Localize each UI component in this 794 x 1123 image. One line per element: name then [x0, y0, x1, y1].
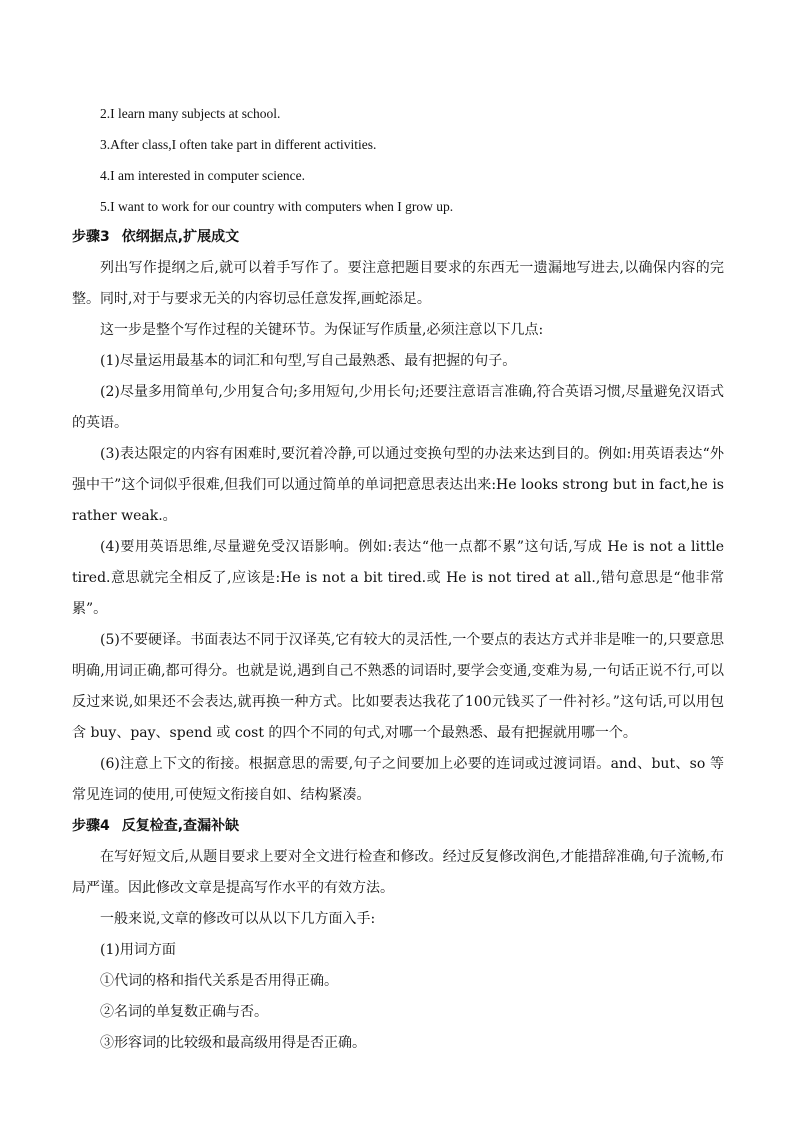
- sentence-4: 4.I am interested in computer science.: [100, 168, 306, 183]
- sentence-2: 2.I learn many subjects at school.: [100, 106, 281, 121]
- step3-paragraph-2: 这一步是整个写作过程的关键环节。为保证写作质量,必须注意以下几点:: [100, 322, 544, 338]
- step3-label: 步骤3: [72, 229, 110, 245]
- step4-heading: [72, 811, 724, 842]
- sentence-3: 3.After class,I often take part in different activities.: [100, 137, 377, 152]
- step3-heading: [72, 222, 724, 253]
- step3-point-5: (5)不要硬译。书面表达不同于汉译英,它有较大的灵活性,一个要点的表达方式并非是唯一的,只要意思明确,用词正确,都可得分。也就是说,遇到自己不熟悉的词语时,要学会变通,变难为易,一句话正说不行,可以反过来说,如果还不会表达,就再换一种方式。比如要表达我花了100元钱买了一件衬衫。”这句话,可以用包含 buy、pay、spend 或 cost 的四个不同的句式,对哪一个最熟悉、最有把握就用哪一个。: [72, 632, 724, 741]
- step4-item-3: ③形容词的比较级和最高级用得是否正确。: [100, 1035, 366, 1051]
- sentence-5: 5.I want to work for our country with computers when I grow up.: [100, 199, 454, 214]
- step4-item-2: ②名词的单复数正确与否。: [100, 1004, 268, 1020]
- step3-point-3: (3)表达限定的内容有困难时,要沉着冷静,可以通过变换句型的办法来达到目的。例如:用英语表达“外强中干”这个词似乎很难,但我们可以通过简单的单词把意思表达出来:He looks strong but in fact,he is rather weak.。: [72, 446, 724, 524]
- document-body: [72, 98, 724, 1059]
- step3-point-2: (2)尽量多用简单句,少用复合句;多用短句,少用长句;还要注意语言准确,符合英语习惯,尽量避免汉语式的英语。: [72, 384, 724, 431]
- step3-title: 依纲据点,扩展成文: [121, 229, 240, 245]
- step4-paragraph-2: 一般来说,文章的修改可以从以下几方面入手:: [100, 911, 376, 927]
- step3-point-4: (4)要用英语思维,尽量避免受汉语影响。例如:表达“他一点都不累”这句话,写成 He is not a little tired.意思就完全相反了,应该是:He is not a bit tired.或 He is not tired at all.,错句意思是“他非常累”。: [72, 539, 724, 617]
- step4-label: 步骤4: [72, 818, 110, 834]
- step3-point-1: (1)尽量运用最基本的词汇和句型,写自己最熟悉、最有把握的句子。: [100, 353, 517, 369]
- step4-item-1: ①代词的格和指代关系是否用得正确。: [100, 973, 338, 989]
- step3-paragraph-1: 列出写作提纲之后,就可以着手写作了。要注意把题目要求的东西无一遗漏地写进去,以确保内容的完整。同时,对于与要求无关的内容切忌任意发挥,画蛇添足。: [72, 260, 724, 307]
- step4-title: 反复检查,查漏补缺: [121, 818, 240, 834]
- step4-subheading: (1)用词方面: [100, 942, 176, 958]
- step3-point-6: (6)注意上下文的衔接。根据意思的需要,句子之间要加上必要的连词或过渡词语。and、but、so 等常见连词的使用,可使短文衔接自如、结构紧凑。: [72, 756, 724, 803]
- step4-paragraph-1: 在写好短文后,从题目要求上要对全文进行检查和修改。经过反复修改润色,才能措辞准确,句子流畅,布局严谨。因此修改文章是提高写作水平的有效方法。: [72, 849, 724, 896]
